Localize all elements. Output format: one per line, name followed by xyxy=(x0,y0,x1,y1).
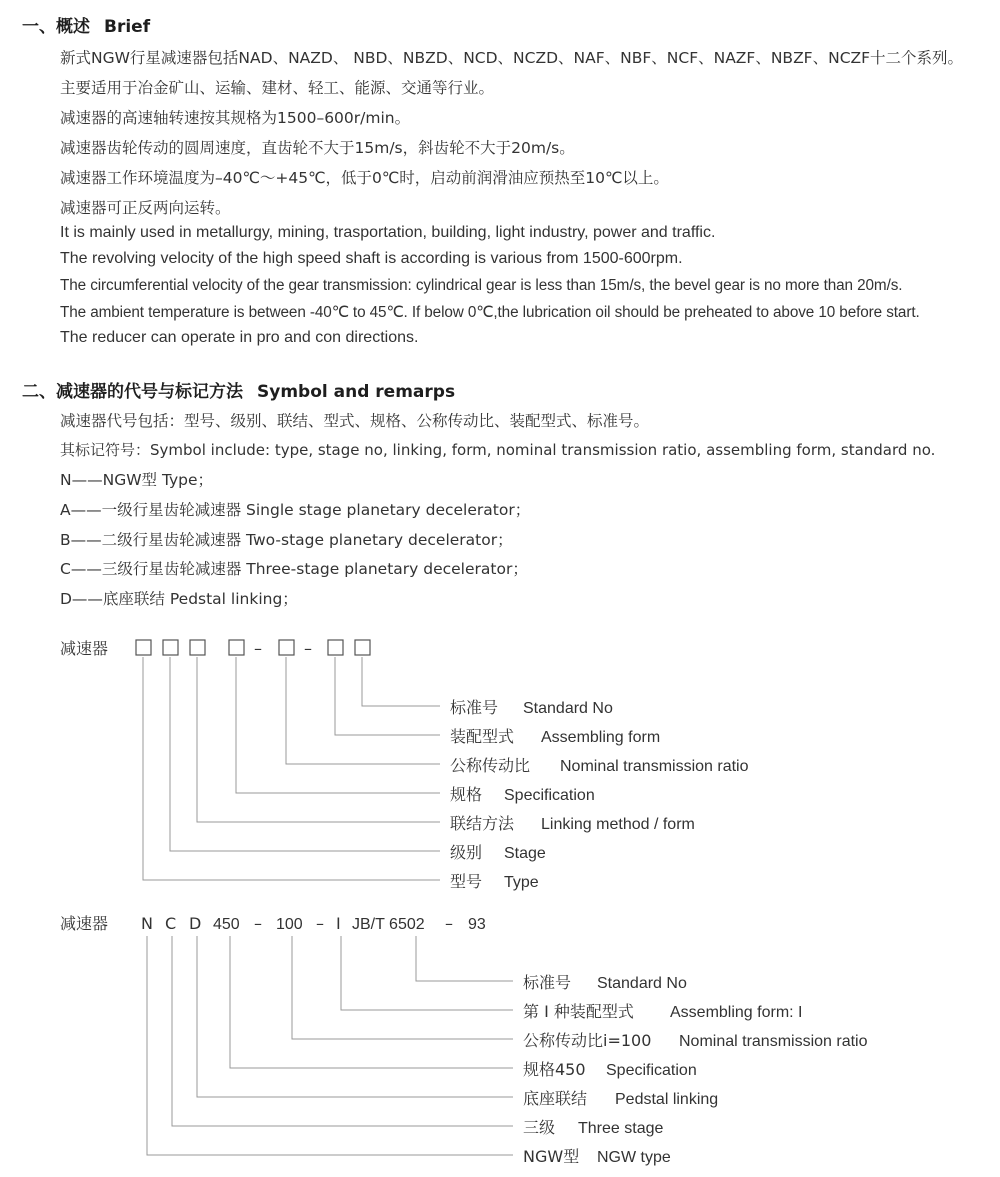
label-type-cn: 型号 xyxy=(450,872,483,891)
example-label-ratio-cn: 公称传动比i=100 xyxy=(523,1031,652,1050)
brief-line-en: It is mainly used in metallurgy, mining, trasportation, building, light industry, power and traffic. xyxy=(60,224,716,241)
brief-line: 减速器可正反两向运转。 xyxy=(60,199,231,217)
example-label-standard-cn: 标准号 xyxy=(523,973,572,992)
label-stage-cn: 级别 xyxy=(450,843,483,862)
example-label-linking-cn: 底座联结 xyxy=(523,1089,588,1108)
code-box-linking xyxy=(190,640,205,655)
leader-line xyxy=(197,657,440,822)
label-linking-cn: 联结方法 xyxy=(450,814,515,833)
code-box-standard xyxy=(355,640,370,655)
symbol-line: B——二级行星齿轮减速器 Two-stage planetary decelerator； xyxy=(60,531,513,549)
label-linking-en: Linking method / form xyxy=(541,816,695,833)
brief-line: 减速器工作环境温度为–40℃～+45℃，低于0℃时，启动前润滑油应预热至10℃以上。 xyxy=(60,169,669,187)
code-letter-d: D xyxy=(189,914,202,933)
symbol-line: 减速器代号包括：型号、级别、联结、型式、规格、公称传动比、装配型式、标准号。 xyxy=(60,412,650,430)
leader-line xyxy=(197,936,513,1097)
label-ratio-cn: 公称传动比 xyxy=(450,756,531,775)
leader-line xyxy=(292,936,513,1039)
label-assembling-form-cn: 装配型式 xyxy=(450,727,515,746)
brief-line: 减速器齿轮传动的圆周速度，直齿轮不大于15m/s，斜齿轮不大于20m/s。 xyxy=(60,139,575,157)
example-label-stage-en: Three stage xyxy=(578,1120,664,1137)
example-label-type-en: NGW type xyxy=(597,1149,671,1166)
brief-line: 主要适用于冶金矿山、运输、建材、轻工、能源、交通等行业。 xyxy=(60,79,495,97)
leader-line xyxy=(147,936,513,1155)
label-specification-cn: 规格 xyxy=(450,785,483,804)
label-stage-en: Stage xyxy=(504,845,546,862)
brief-line-en: The reducer can operate in pro and con directions. xyxy=(60,329,419,346)
section-brief-heading-en: Brief xyxy=(104,17,151,37)
example-label-specification-cn: 规格450 xyxy=(523,1060,586,1079)
symbol-line: N——NGW型 Type； xyxy=(60,471,214,489)
section-symbol-heading-cn: 二、减速器的代号与标记方法 xyxy=(22,382,243,402)
label-standard-no-cn: 标准号 xyxy=(450,698,499,717)
code-year: 93 xyxy=(468,916,486,933)
symbol-line: D——底座联结 Pedstal linking； xyxy=(60,590,298,608)
example-label-linking-en: Pedstal linking xyxy=(615,1091,719,1108)
brief-line: 减速器的高速轴转速按其规格为1500–600r/min。 xyxy=(60,109,411,127)
code-dash: – xyxy=(254,914,262,933)
code-ratio: 100 xyxy=(276,916,303,933)
symbol-line: A——一级行星齿轮减速器 Single stage planetary decelerator； xyxy=(60,501,531,519)
symbol-line: 其标记符号：Symbol include: type, stage no, linking, form, nominal transmission ratio, assembling form, standard no. xyxy=(60,441,936,459)
leader-line xyxy=(230,936,513,1068)
example-label-assembling-en: Assembling form: I xyxy=(670,1004,803,1021)
example-label-stage-cn: 三级 xyxy=(523,1118,556,1137)
label-standard-no-en: Standard No xyxy=(523,700,613,717)
code-box-stage xyxy=(163,640,178,655)
code-letter-n: N xyxy=(141,914,153,933)
designation-diagram-generic xyxy=(60,639,749,891)
code-dash: – xyxy=(316,914,324,933)
section-brief-heading-cn: 一、概述 xyxy=(22,17,90,37)
code-assembling: I xyxy=(336,914,341,933)
leader-line xyxy=(236,657,440,793)
example-label-standard-en: Standard No xyxy=(597,975,687,992)
leader-line xyxy=(362,657,440,706)
leader-line xyxy=(286,657,440,764)
diagram-prefix: 减速器 xyxy=(60,914,109,933)
code-box-ratio xyxy=(279,640,294,655)
label-assembling-form-en: Assembling form xyxy=(541,729,661,746)
label-specification-en: Specification xyxy=(504,787,595,804)
code-standard: JB/T 6502 xyxy=(352,916,425,933)
code-box-type xyxy=(136,640,151,655)
brief-line-en: The revolving velocity of the high speed shaft is according is various from 1500-600rpm. xyxy=(60,250,683,267)
designation-diagram-example xyxy=(60,914,868,1166)
brief-line-en: The ambient temperature is between -40℃ to 45℃. If below 0℃,the lubrication oil should be preheated to above 10 before start. xyxy=(60,304,920,321)
code-box-specification xyxy=(229,640,244,655)
code-letter-c: C xyxy=(165,914,177,933)
diagram-prefix: 减速器 xyxy=(60,639,109,658)
brief-line: 新式NGW行星减速器包括NAD、NAZD、 NBD、NBZD、NCD、NCZD、NAF、NBF、NCF、NAZF、NBZF、NCZF十二个系列。 xyxy=(60,49,964,67)
leader-line xyxy=(143,657,440,880)
example-label-type-cn: NGW型 xyxy=(523,1147,580,1166)
section-symbol-heading-en: Symbol and remarps xyxy=(257,382,456,402)
example-label-ratio-en: Nominal transmission ratio xyxy=(679,1033,868,1050)
code-dash: – xyxy=(304,639,312,658)
brief-line-en: The circumferential velocity of the gear transmission: cylindrical gear is less than 15m/s, the bevel gear is no more than 20m/s. xyxy=(60,277,903,294)
symbol-line: C——三级行星齿轮减速器 Three-stage planetary decelerator； xyxy=(60,560,528,578)
example-label-assembling-cn: 第 I 种装配型式 xyxy=(523,1002,634,1021)
code-box-assembling xyxy=(328,640,343,655)
leader-line xyxy=(335,657,440,735)
label-type-en: Type xyxy=(504,874,539,891)
example-label-specification-en: Specification xyxy=(606,1062,697,1079)
code-dash: – xyxy=(254,639,262,658)
label-ratio-en: Nominal transmission ratio xyxy=(560,758,749,775)
code-dash: – xyxy=(445,914,453,933)
code-specification: 450 xyxy=(213,916,240,933)
leader-line xyxy=(341,936,513,1010)
leader-line xyxy=(416,936,513,981)
